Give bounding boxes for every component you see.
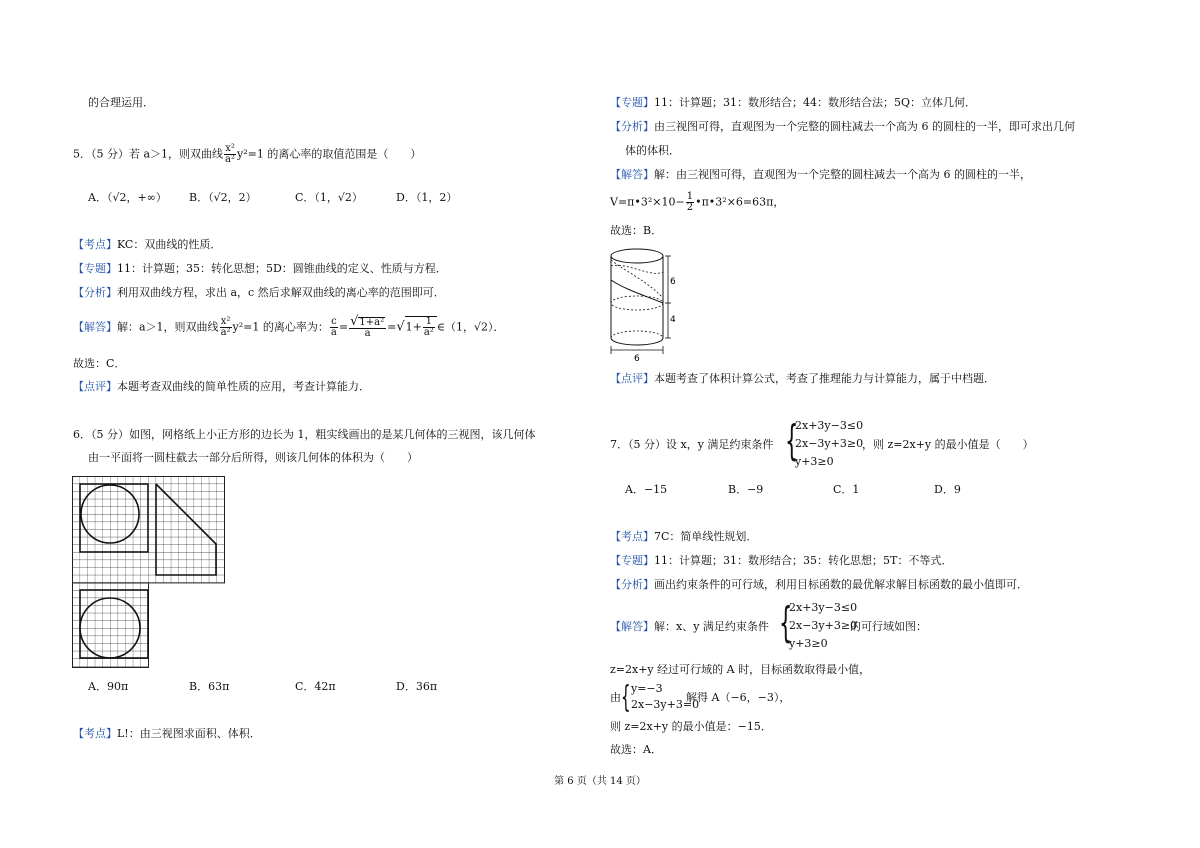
q5-zhuanti: 【专题】11：计算题；35：转化思想；5D：圆锥曲线的定义、性质与方程． xyxy=(73,262,447,275)
q5-sqrt-over-a: $\frac{\text{√1+a²}}{a}$ xyxy=(350,313,385,339)
q6-option-a[interactable]: A．90π xyxy=(88,680,129,693)
q5-c-over-a: $\frac{c}{a}$ xyxy=(330,316,337,338)
q7-solve-result: 解得 A（−6，−3）， xyxy=(686,691,791,704)
q7-jieda-pre: 【解答】解：x、y 满足约束条件 xyxy=(610,620,769,633)
left-line-continuation: 的合理运用． xyxy=(88,96,154,109)
q6-cylinder-figure xyxy=(606,246,694,364)
q7-solve-system: { y=−3 2x−3y+3=0 xyxy=(621,680,700,715)
q5-option-c[interactable]: C．（1，√2） xyxy=(295,191,363,204)
q7-fenxi: 【分析】画出约束条件的可行域，利用目标函数的最优解求解目标函数的最小值即可． xyxy=(610,578,1028,591)
q6-zhuanti: 【专题】11：计算题；31：数形结合；44：数形结合法；5Q：立体几何． xyxy=(610,96,977,109)
q5-fraction: $\frac{\text{x²}}{\text{a²}}$ xyxy=(225,143,236,165)
q7-option-b[interactable]: B．−9 xyxy=(728,483,764,496)
q6-dianping: 【点评】本题考查了体积计算公式，考查了推理能力与计算能力，属于中档题． xyxy=(610,372,995,385)
q7-kaodian: 【考点】7C：简单线性规划． xyxy=(610,530,758,543)
q5-jieda: 【解答】解：a＞1，则双曲线 $\frac{\text{x²}}{\text{a²}}$ y²=1 的离心率为： $\frac{c}{a}$ = $\frac{\text{√1+a²}}{a}$ =√1+ $\frac{1}{\text{a²}}$ ∈（1，√2）． xyxy=(73,313,505,339)
q6-guxuan: 故选：B． xyxy=(610,224,663,237)
q7-you: 由 xyxy=(610,691,621,704)
q7-stem-post: ，则 z=2x+y 的最小值是（ ） xyxy=(862,438,1034,451)
q6-fenxi-line1: 【分析】由三视图可得，直观图为一个完整的圆柱减去一个高为 6 的圆柱的一半，即可求出几何 xyxy=(610,120,1075,133)
q7-jieda-post: 的可行域如图： xyxy=(850,620,927,633)
q6-volume-formula: V=π•3²×10− $\frac{1}{2}$ •π•3²×6=63π， xyxy=(610,191,785,213)
q6-stem-line2: 由一平面将一圆柱截去一部分后所得，则该几何体的体积为（ ） xyxy=(88,451,418,464)
q5-option-d[interactable]: D．（1，2） xyxy=(396,191,458,204)
q6-fenxi-line2: 体的体积． xyxy=(625,144,680,157)
q7-constraint-system: { 2x+3y−3≤0 2x−3y+3≥0 y+3≥0 xyxy=(785,416,864,468)
q7-z-line: z=2x+y 经过可行域的 A 时，目标函数取得最小值， xyxy=(610,663,871,676)
q7-option-c[interactable]: C．1 xyxy=(833,483,860,496)
q7-guxuan: 故选：A． xyxy=(610,743,662,756)
q5-dianping: 【点评】本题考查双曲线的简单性质的应用，考查计算能力． xyxy=(73,380,370,393)
q6-option-c[interactable]: C．42π xyxy=(295,680,336,693)
q7-jieda-system: { 2x+3y−3≤0 2x−3y+3≥0 y+3≥0 xyxy=(779,598,858,650)
cyl-width: 6 xyxy=(634,354,640,364)
q7-option-a[interactable]: A．−15 xyxy=(625,483,668,496)
q5-kaodian: 【考点】KC：双曲线的性质． xyxy=(73,238,222,251)
q6-option-d[interactable]: D．36π xyxy=(396,680,438,693)
q5-option-b[interactable]: B．（√2，2） xyxy=(189,191,257,204)
q6-option-b[interactable]: B．63π xyxy=(189,680,230,693)
q7-min-value: 则 z=2x+y 的最小值是：−15． xyxy=(610,720,772,733)
q5-fenxi: 【分析】利用双曲线方程，求出 a，c 然后求解双曲线的离心率的范围即可． xyxy=(73,286,445,299)
q7-zhuanti: 【专题】11：计算题；31：数形结合；35：转化思想；5T：不等式． xyxy=(610,554,953,567)
q6-kaodian: 【考点】L!：由三视图求面积、体积． xyxy=(73,727,261,740)
q6-jieda: 【解答】解：由三视图可得，直观图为一个完整的圆柱减去一个高为 6 的圆柱的一半， xyxy=(610,168,1031,181)
q5-guxuan: 故选：C． xyxy=(73,357,126,370)
cyl-height-bottom: 4 xyxy=(670,315,676,325)
q7-option-d[interactable]: D．9 xyxy=(934,483,961,496)
q5-stem: 5．（5 分）若 a＞1，则双曲线 $\frac{\text{x²}}{\text{a²}}$ y²=1 的离心率的取值范围是（ ） xyxy=(73,143,422,165)
q6-three-view-figure xyxy=(72,476,229,668)
q7-stem-pre: 7．（5 分）设 x，y 满足约束条件 xyxy=(610,438,774,451)
q5-option-a[interactable]: A．（√2，+∞） xyxy=(88,191,167,204)
cyl-height-top: 6 xyxy=(670,277,676,287)
q6-stem-line1: 6．（5 分）如图，网格纸上小正方形的边长为 1，粗实线画出的是某几何体的三视图，该几何体 xyxy=(73,428,536,441)
page-footer: 第 6 页（共 14 页） xyxy=(554,776,646,787)
